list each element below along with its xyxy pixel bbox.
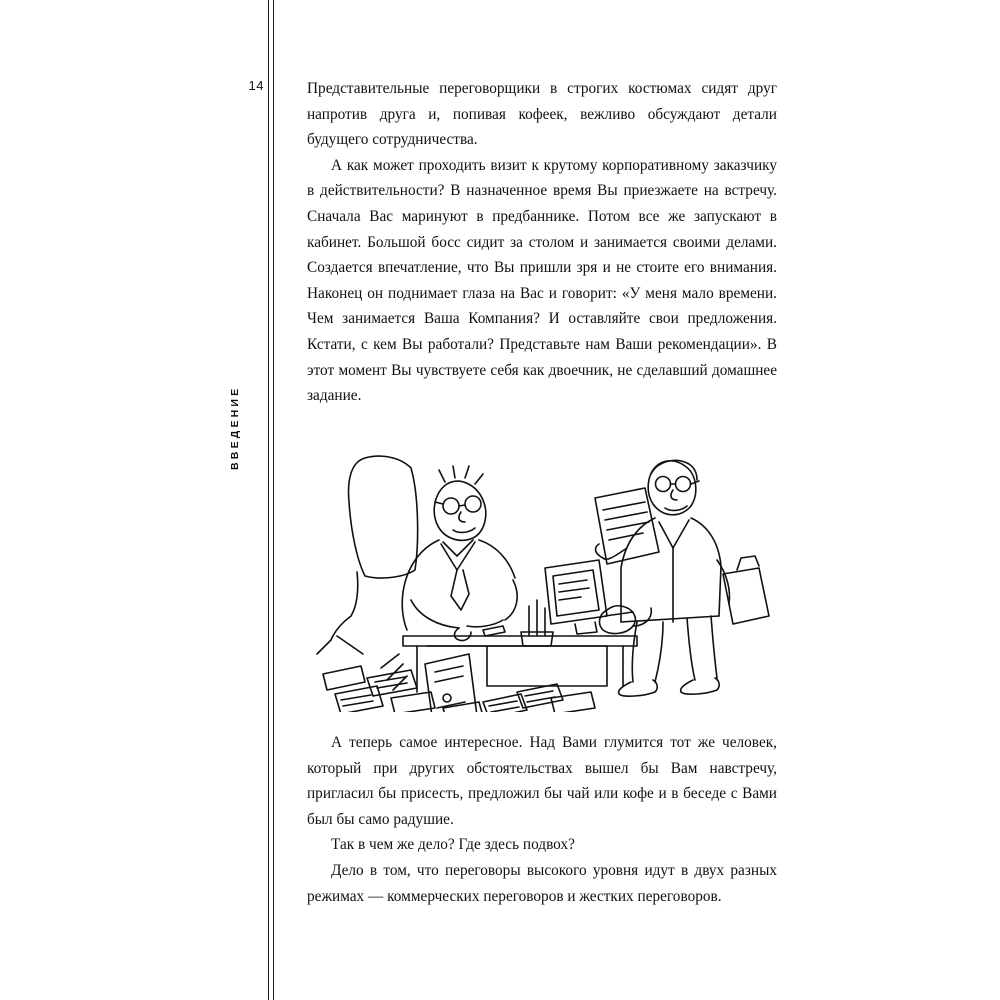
running-head: ВВЕДЕНИЕ <box>229 385 241 470</box>
paragraph: А как может проходить визит к крутому корпоративному заказчику в действительности? В назначенное время Вы приезжаете на встречу. Сначала Вас маринуют в предбаннике. Потом все же запускают в кабинет. Большой босс сидит за столом и занимается своими делами. Создается впечатление, что Вы пришли зря и не стоите его внимания. Наконец он поднимает глаза на Вас и говорит: «У меня мало времени. Чем занимается Ваша Компания? И оставляйте свои предложения. Кстати, с кем Вы работали? Представьте нам Ваши рекомендации». В этот момент Вы чувствуете себя как двоечник, не сделавший домашнее задание. <box>307 156 777 405</box>
margin-rule-inner <box>273 0 274 1000</box>
illustration <box>307 440 777 712</box>
text-column-lower <box>307 730 777 909</box>
paragraph: Дело в том, что переговоры высокого уровня идут в двух разных режимах — коммерческих переговоров и жестких переговоров. <box>307 861 777 905</box>
office-negotiation-cartoon-svg <box>307 440 777 712</box>
paragraph: Представительные переговорщики в строгих костюмах сидят друг напротив друга и, попивая кофеек, вежливо обсуждают детали будущего сотрудничества. <box>307 80 777 149</box>
margin-rule-outer <box>268 0 269 1000</box>
paragraph: Так в чем же дело? Где здесь подвох? <box>331 836 575 854</box>
text-column-upper <box>307 76 777 409</box>
paragraph: А теперь самое интересное. Над Вами глумится тот же человек, который при других обстоятельствах вышел бы Вам навстречу, пригласил бы присесть, предложил бы чай или кофе и в беседе с Вами был бы само радушие. <box>307 734 777 828</box>
page-number: 14 <box>248 78 264 93</box>
